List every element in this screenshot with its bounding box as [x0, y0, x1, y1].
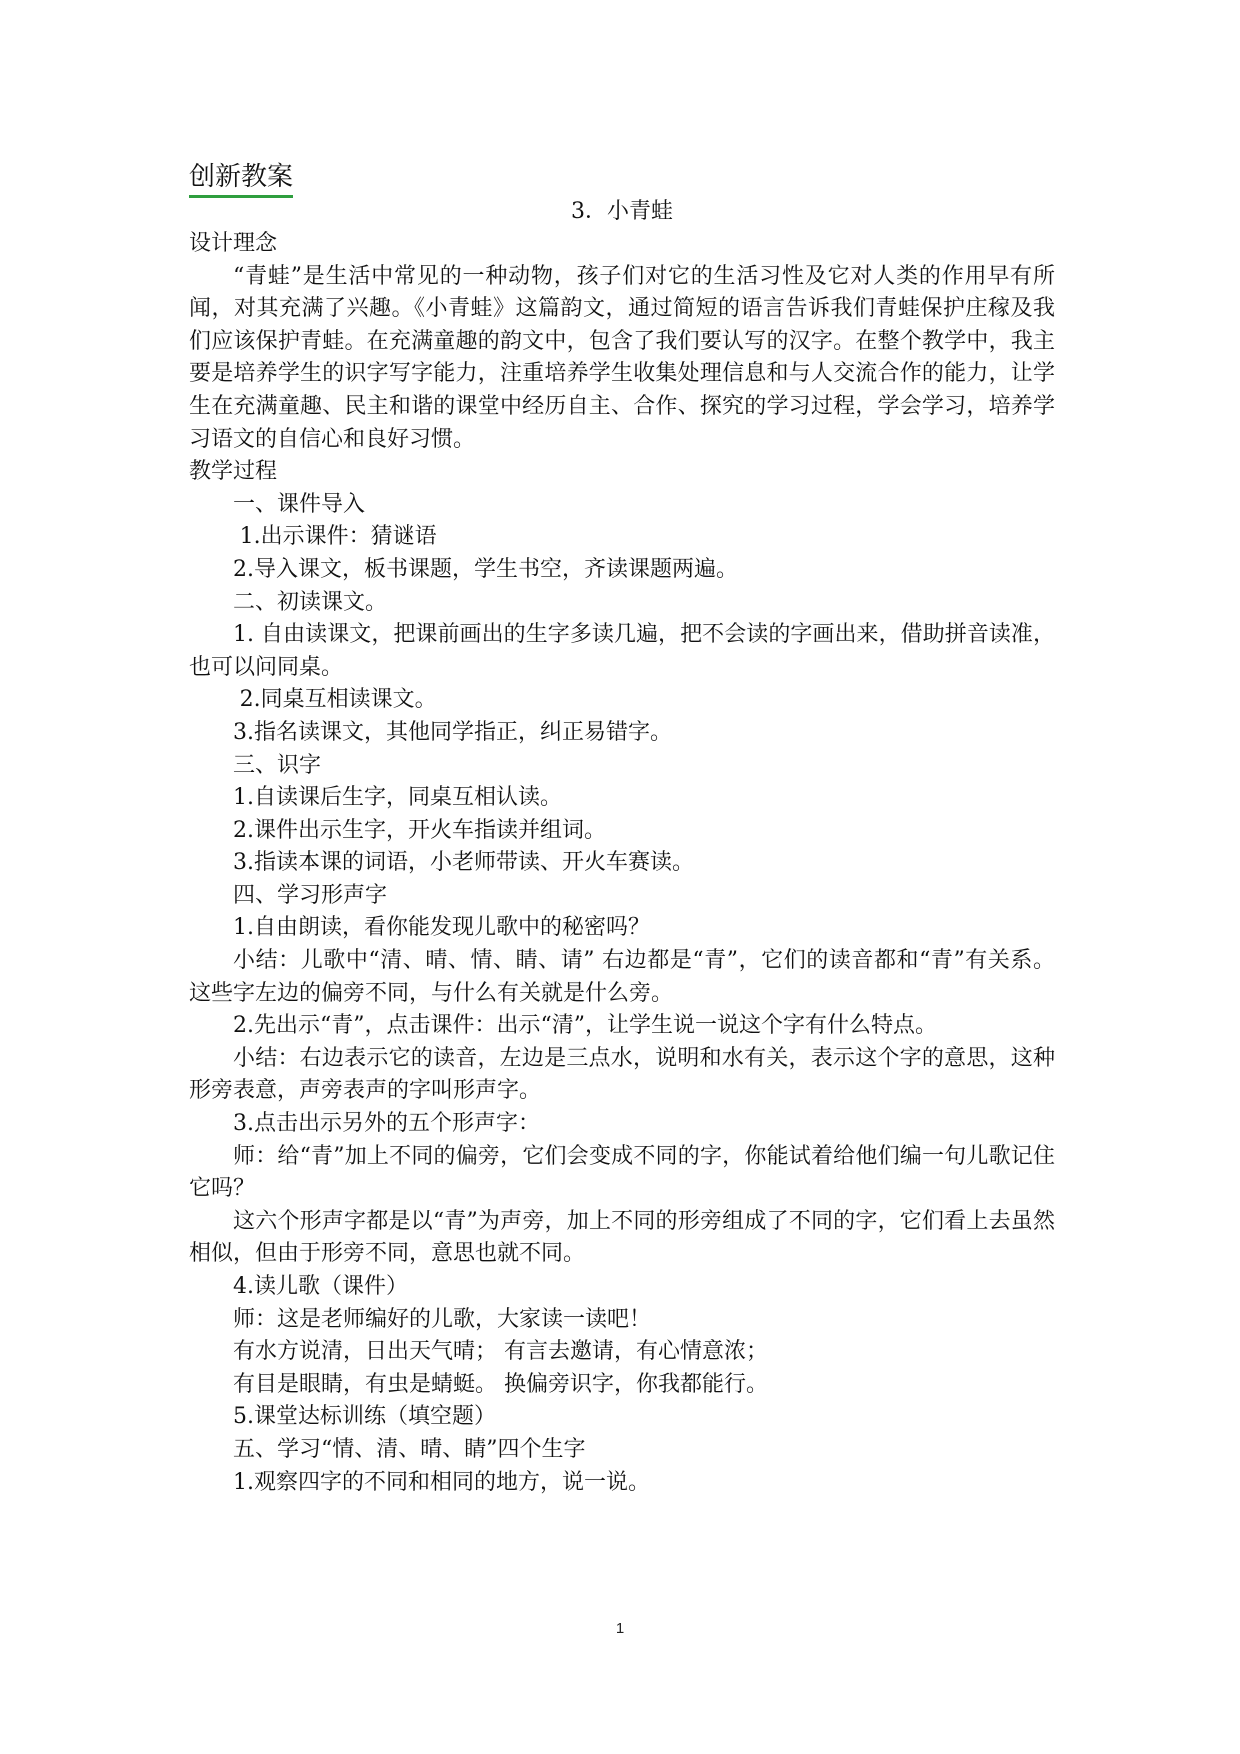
process-paragraph: 4.读儿歌（课件）	[233, 1274, 408, 1299]
process-paragraph: 3.指读本课的词语，小老师带读、开火车赛读。	[233, 850, 694, 876]
process-paragraph: 二、初读课文。	[233, 589, 388, 615]
process-paragraph: 三、识字	[233, 752, 322, 778]
process-paragraph: 3.指名读课文，其他同学指正，纠正易错字。	[233, 719, 672, 745]
process-paragraph: 3.点击出示另外的五个形声字：	[233, 1111, 540, 1137]
page-number: 1	[615, 1620, 625, 1637]
process-paragraph: 师：给“青”加上不同的偏旁，它们会变成不同的字，你能试着给他们编一句儿歌记住它吗？	[189, 1143, 1055, 1202]
process-paragraph: 一、课件导入	[233, 491, 366, 517]
process-paragraph: 有目是眼睛，有虫是蜻蜓。 换偏旁识字，你我都能行。	[233, 1371, 768, 1397]
process-heading: 教学过程	[189, 459, 278, 485]
process-paragraph: 2.导入课文，板书课题，学生书空，齐读课题两遍。	[233, 556, 738, 582]
process-paragraph: 这六个形声字都是以“青”为声旁，加上不同的形旁组成了不同的字，它们看上去虽然相似，但由于形旁不同，意思也就不同。	[189, 1208, 1055, 1267]
process-paragraph: 1.出示课件：猜谜语	[239, 524, 437, 550]
design-heading: 设计理念	[189, 231, 278, 256]
process-paragraph: 有水方说清，日出天气晴； 有言去邀请，有心情意浓；	[233, 1339, 768, 1365]
process-paragraph: 五、学习“情、清、晴、睛”四个生字	[233, 1436, 586, 1462]
process-paragraph: 2.同桌互相读课文。	[239, 687, 437, 713]
process-paragraph: 2.先出示“青”，点击课件：出示“清”，让学生说一说这个字有什么特点。	[233, 1013, 937, 1039]
document-page	[189, 160, 1055, 1499]
document-header: 创新教案	[189, 160, 293, 198]
process-paragraph: 小结：右边表示它的读音，左边是三点水，说明和水有关，表示这个字的意思，这种形旁表意，声旁表声的字叫形声字。	[189, 1045, 1055, 1104]
process-paragraph: 5.课堂达标训练（填空题）	[233, 1404, 496, 1430]
design-paragraph: “青蛙”是生活中常见的一种动物，孩子们对它的生活习性及它对人类的作用早有所闻，对其充满了兴趣。《小青蛙》这篇韵文，通过简短的语言告诉我们青蛙保护庄稼及我们应该保护青蛙。在充满童趣的韵文中，包含了我们要认写的汉字。在整个教学中，我主要是培养学生的识字写字能力，注重培养学生收集处理信息和与人交流合作的能力，让学生在充满童趣、民主和谐的课堂中经历自主、合作、探究的学习过程，学会学习，培养学习语文的自信心和良好习惯。	[189, 263, 1055, 452]
process-paragraph: 2.课件出示生字，开火车指读并组词。	[233, 817, 606, 843]
process-paragraph: 1.观察四字的不同和相同的地方，说一说。	[233, 1469, 650, 1495]
process-paragraph: 四、学习形声字	[233, 882, 388, 908]
teaching-process	[189, 489, 1055, 1499]
process-paragraph: 1.自读课后生字，同桌互相认读。	[233, 785, 562, 811]
process-paragraph: 师：这是老师编好的儿歌，大家读一读吧！	[233, 1306, 652, 1332]
process-paragraph: 1.自由朗读，看你能发现儿歌中的秘密吗？	[233, 915, 650, 941]
lesson-title: 3．小青蛙	[571, 199, 673, 224]
process-paragraph: 小结：儿歌中“清、晴、情、睛、请” 右边都是“青”，它们的读音都和“青”有关系。这些字左边的偏旁不同，与什么有关就是什么旁。	[189, 948, 1055, 1006]
process-paragraph: 1. 自由读课文，把课前画出的生字多读几遍，把不会读的字画出来，借助拼音读准，也可以问同桌。	[189, 622, 1055, 680]
